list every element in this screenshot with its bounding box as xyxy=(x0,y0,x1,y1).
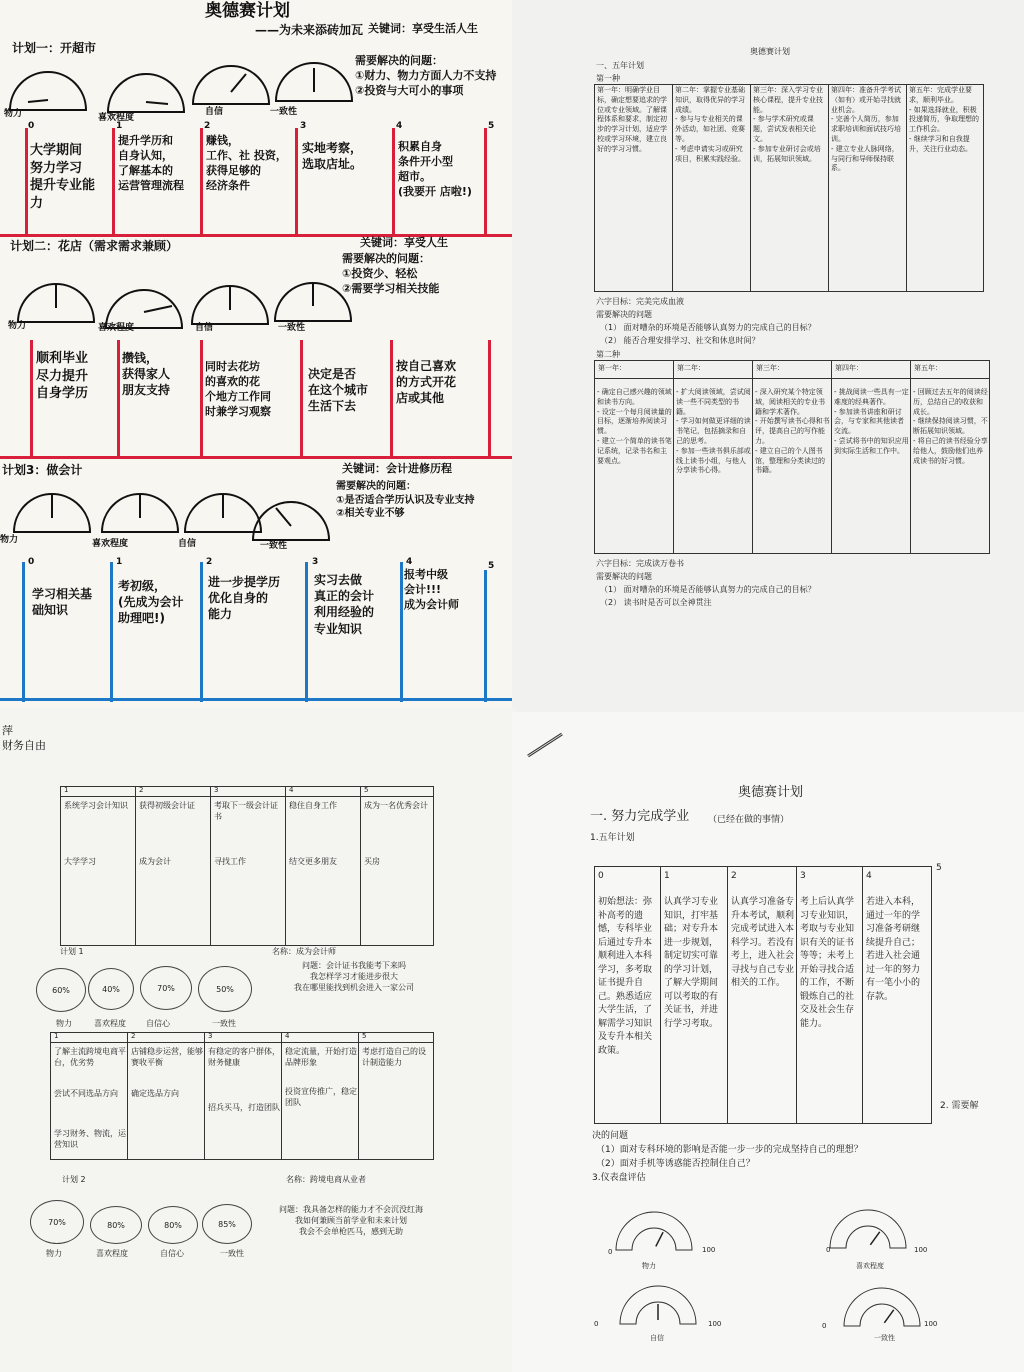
plan3-problems: 需要解决的问题： ①是否适合学历认识及专业支持 ②相关专业不够 xyxy=(336,481,475,519)
table-cell: - 回顾过去五年的阅读经历，总结自己的收获和成长。 - 继续保持阅读习惯，不断拓展知识领域。 - 将自己的读书经验分享给他人，鼓励他们也养成读书的好习惯。 xyxy=(913,388,988,465)
timeline-mark xyxy=(300,340,303,456)
table-cell: 稳定流量，开始打造品牌形象 xyxy=(285,1047,357,1068)
table-header: 第二年： xyxy=(677,364,705,372)
table-divider xyxy=(127,1032,128,1160)
table-divider xyxy=(672,84,673,292)
timeline-mark xyxy=(488,340,491,456)
gauge-label: 喜欢程度 xyxy=(856,1262,884,1270)
timeline-num: 3 xyxy=(312,557,319,567)
table-divider xyxy=(673,360,674,554)
table-divider xyxy=(360,786,361,946)
table-cell: 招兵买马，打造团队 xyxy=(208,1103,280,1112)
gauge-max: 100 xyxy=(924,1320,938,1328)
gauge-label: 物力 xyxy=(642,1262,656,1270)
rating-label: 喜欢程度 xyxy=(94,1019,126,1028)
rating-circle: 70% xyxy=(140,966,192,1010)
plan2-label: 计划二：花店（需求需求兼顾） xyxy=(10,239,179,253)
plan1-step: 提升学历和 自身认知， 了解基本的 运营管理流程 xyxy=(118,134,184,192)
timeline-num: 4 xyxy=(406,557,413,567)
gauge-max: 100 xyxy=(914,1246,928,1254)
timeline-mark xyxy=(484,570,487,702)
plan-problems: 问题：会计证书我能考下来吗 我怎样学习才能进步很大 我在哪里能找到机会进入一家公司 xyxy=(294,961,414,993)
plan2-gauge-label: 喜欢程度 xyxy=(98,323,135,333)
plan1-step: 大学期间 努力学习 提升专业能 力 xyxy=(30,143,96,211)
table-cell: 投资宣传推广，稳定团队 xyxy=(285,1087,357,1108)
timeline-mark xyxy=(305,562,308,702)
table-divider xyxy=(910,360,911,554)
question: （1）面对专科环境的影响是否能一步一步的完成坚持自己的理想？ xyxy=(596,1145,863,1155)
table-num: 4 xyxy=(285,1032,290,1040)
table-cell: 认真学习专业知识，打牢基础；对专升本进一步规划，制定切实可靠的学习计划，了解大学期间可以考取的有关证书，并进行学习考取。 xyxy=(664,897,719,1029)
plan1-problems: 需要解决的问题： ①财力、物力方面人力不支持 ②投资与大可小的事项 xyxy=(355,54,497,97)
corner-note: 萍 财务自由 xyxy=(2,724,46,752)
plan2-step: 按自己喜欢 的方式开花 店或其他 xyxy=(396,359,457,406)
table-divider xyxy=(828,84,829,292)
table-num: 4 xyxy=(289,786,294,794)
table-cell: - 确定自己感兴趣的领域和读书方向。 - 设定一个每月阅读量的目标，逐渐培养阅读习惯。 - 建立一个简单的读书笔记系统，记录书名和主要观点。 xyxy=(597,388,672,465)
timeline-num: 0 xyxy=(28,557,35,567)
table-cell: 第一年：明确学业目标，确定想要追求的学位或专业领域。了解课程体系和要求，制定初步的学习计划，适应学校或学习环境，建立良好的学习习惯。 xyxy=(597,86,667,153)
question: （1） 面对嘈杂的环境是否能够认真努力的完成自己的目标？ xyxy=(600,323,816,332)
gauge-max: 100 xyxy=(702,1246,716,1254)
rating-label: 物力 xyxy=(46,1249,62,1258)
plan2-keyword: 关键词：享受人生 xyxy=(360,236,448,249)
table-divider xyxy=(50,1042,434,1043)
study-plan-sheet xyxy=(512,712,1024,1372)
table-divider xyxy=(752,360,753,554)
sheet-title: 奥德赛计划 xyxy=(205,1,290,21)
plan3-step: 考初级， (先成为会计 助理吧!) xyxy=(118,579,184,626)
plan2-step: 决定是否 在这个城市 生活下去 xyxy=(308,367,369,414)
table-cell: 结交更多朋友 xyxy=(289,857,337,866)
sheet-title: 奥德赛计划 xyxy=(738,785,804,800)
section-heading: 一、五年计划 xyxy=(596,61,644,70)
plan2-step: 攒钱， 获得家人 朋友支持 xyxy=(122,351,171,398)
table-cell: 考取下一级会计证书 xyxy=(214,801,278,822)
gauge-needle xyxy=(870,1232,879,1245)
timeline-mark xyxy=(110,562,113,702)
table-cell: 认真学习准备专升本考试，顺利完成考试进入本科学习。若没有考上，进入社会寻找与自己专业相关的工作。 xyxy=(731,897,795,988)
plan2-step: 同时去花坊 的喜欢的花 个地方工作同 时兼学习观察 xyxy=(205,360,271,418)
timeline-num: 3 xyxy=(300,121,307,131)
need-heading: 需要解决的问题 xyxy=(596,572,652,581)
table-cell: 了解主流跨境电商平台，优劣势 xyxy=(54,1047,126,1068)
table-num: 3 xyxy=(214,786,219,794)
plan3-gauge-label: 自信 xyxy=(178,539,197,549)
table-divider xyxy=(831,360,832,554)
rating-circle: 80% xyxy=(90,1206,142,1244)
table-cell: 尝试不同选品方向 xyxy=(54,1089,118,1098)
plan1-gauge-label: 喜欢程度 xyxy=(98,113,135,123)
plan2-gauge-label: 一致性 xyxy=(278,323,306,333)
table-cell: 第二年：掌握专业基础知识，取得优异的学习成绩。 - 参与与专业相关的课外活动，如社团、竞赛等。 - 考虑申请实习或研究项目，积累实践经验。 xyxy=(675,86,745,163)
table-num: 2 xyxy=(731,871,737,881)
table-num: 5 xyxy=(362,1032,367,1040)
plan1-keyword: 关键词：享受生活人生 xyxy=(368,22,478,35)
rating-label: 自信心 xyxy=(146,1019,170,1028)
table-cell: 确定选品方向 xyxy=(131,1089,179,1098)
table-cell: 买房 xyxy=(364,857,380,866)
plan3-step: 实习去做 真正的会计 利用经验的 专业知识 xyxy=(314,573,375,636)
timeline-mark xyxy=(200,128,203,236)
subsection-heading: 3.仪表盘评估 xyxy=(592,1173,646,1183)
table-divider xyxy=(750,84,751,292)
gauge-needle xyxy=(656,1232,663,1246)
plan2-gauge-label: 物力 xyxy=(8,321,27,331)
timeline-num: 0 xyxy=(28,121,35,131)
timeline-mark xyxy=(392,128,395,236)
timeline-mark xyxy=(112,128,115,236)
table-header: 第三年： xyxy=(756,364,784,372)
plan2-problems: 需要解决的问题： ①投资少、轻松 ②需要学习相关技能 xyxy=(342,252,440,295)
table-cell: 第五年：完成学业要求，顺利毕业。 - 如果选择就业，积极投递简历，争取理想的工作机会。 - 继续学习和自我提升，关注行业动态。 xyxy=(909,86,979,153)
rating-label: 一致性 xyxy=(212,1019,236,1028)
handwritten-plan-sheet xyxy=(0,0,516,708)
need-heading-cont: 决的问题 xyxy=(592,1131,629,1141)
table-divider xyxy=(60,796,434,797)
gauge-label: 自信 xyxy=(650,1334,664,1342)
timeline-mark xyxy=(390,340,393,456)
table-divider xyxy=(285,786,286,946)
timeline-mark xyxy=(25,128,28,236)
plan-label: 计划 2 xyxy=(62,1175,86,1184)
plan1-gauge-label: 物力 xyxy=(4,109,23,119)
goal-text: 六字目标：完美完成血液 xyxy=(596,297,684,306)
timeline-num: 5 xyxy=(488,561,495,571)
table-header: 第一年： xyxy=(598,364,626,372)
table-cell: 大学学习 xyxy=(64,857,96,866)
timeline-num: 1 xyxy=(116,121,123,131)
plan3-gauge-label: 一致性 xyxy=(260,541,288,551)
plan-name: 名称：成为会计师 xyxy=(272,947,336,956)
table-cell: 获得初级会计证 xyxy=(139,801,195,810)
table-cell: 店铺稳步运营，能够赛收平衡 xyxy=(131,1047,203,1068)
rating-circle: 85% xyxy=(202,1204,252,1244)
question: （2） 读书时是否可以全神贯注 xyxy=(600,598,712,607)
table-cell: 成为会计 xyxy=(139,857,171,866)
table-cell: 有稳定的客户群体，财务健康 xyxy=(208,1047,280,1068)
plan1-label: 计划一：开超市 xyxy=(12,41,97,55)
table-cell: 第四年：准备升学考试（如有）或开始寻找就业机会。 - 完善个人简历，参加求职培训和面试技巧培训。 - 建立专业人脉网络，与同行和导师保持联系。 xyxy=(831,86,901,173)
table-divider xyxy=(281,1032,282,1160)
goal-text: 六字目标：完成读万卷书 xyxy=(596,559,684,568)
gauge-label: 一致性 xyxy=(874,1334,895,1342)
table-cell: - 深入研究某个特定领域，阅读相关的专业书籍和学术著作。 - 开始撰写读书心得和书评，提高自己的写作能力。 - 建立自己的个人图书馆，整理和分类读过的书籍。 xyxy=(755,388,830,475)
question: （2）面对手机等诱惑能否控制住自己？ xyxy=(596,1159,755,1169)
table-num: 0 xyxy=(598,871,604,881)
plan3-gauge-label: 喜欢程度 xyxy=(92,539,129,549)
plan1-gauge-label: 一致性 xyxy=(270,107,298,117)
plan1-step: 实地考察， 选取店址。 xyxy=(302,141,363,172)
table-divider xyxy=(210,786,211,946)
timeline-axis xyxy=(0,456,516,459)
section-heading: 一. 努力完成学业 xyxy=(590,809,690,824)
gauge-panel xyxy=(512,712,1024,1372)
rating-label: 物力 xyxy=(56,1019,72,1028)
sheet-title: 奥德赛计划 xyxy=(750,47,790,56)
table-cell: 考上后认真学习专业知识，考取与专业知识有关的证书等等；未考上开始寻找合适的工作，不断锻炼自己的社交及社会生存能力。 xyxy=(800,897,855,1029)
table-num: 4 xyxy=(866,871,872,881)
table-divider xyxy=(135,786,136,946)
table-divider xyxy=(594,378,990,379)
section-note: （已经在做的事情） xyxy=(708,815,790,825)
table-divider xyxy=(906,84,907,292)
question: （1） 面对嘈杂的环境是否能够认真努力的完成自己的目标？ xyxy=(600,585,816,594)
timeline-mark xyxy=(30,340,33,456)
rating-circle: 70% xyxy=(30,1200,84,1244)
plan3-step: 学习相关基 础知识 xyxy=(32,587,93,618)
plan-name: 名称：跨境电商从业者 xyxy=(286,1175,366,1184)
rating-circle: 80% xyxy=(148,1206,198,1244)
table-num: 1 xyxy=(54,1032,59,1040)
variant-label: 第二种 xyxy=(596,350,620,359)
gauge-needle xyxy=(884,1310,893,1323)
table-divider xyxy=(204,1032,205,1160)
timeline-num: 1 xyxy=(116,557,123,567)
table-cell: 第三年：深入学习专业核心课程，提升专业技能。 - 参与学术研究或课题，尝试发表相关论文。 - 参加专业研讨会或培训，拓展知识领域。 xyxy=(753,86,823,163)
table-num: 2 xyxy=(131,1032,136,1040)
timeline-mark xyxy=(400,562,403,702)
table-num: 5 xyxy=(364,786,369,794)
table-cell: 若进入本科，通过一年的学习准备考研继续提升自己；若进入社会通过一年的努力有一笔小小的存款。 xyxy=(866,897,921,1002)
table-num: 1 xyxy=(664,871,670,881)
timeline-num: 2 xyxy=(206,557,213,567)
table-cell: 考虑打造自己的设计制造能力 xyxy=(362,1047,426,1068)
plan3-label: 计划3：做会计 xyxy=(2,463,83,477)
table-cell: - 扩大阅读领域，尝试阅读一些不同类型的书籍。 - 学习如何做更详细的读书笔记，包括摘录和自己的思考。 - 参加一些读书俱乐部或线上读书小组，与他人分享读书心得。 xyxy=(676,388,751,475)
plan2-gauge-label: 自信 xyxy=(195,323,214,333)
timeline-mark xyxy=(200,340,203,456)
question: （2） 能否合理安排学习、社交和休息时间？ xyxy=(600,336,760,345)
table-num: 1 xyxy=(64,786,69,794)
career-plan-sheet xyxy=(0,708,516,1372)
rating-label: 一致性 xyxy=(220,1249,244,1258)
rating-label: 自信心 xyxy=(160,1249,184,1258)
timeline-mark xyxy=(484,128,487,236)
rating-circle: 50% xyxy=(198,966,252,1012)
rating-circle: 40% xyxy=(88,968,134,1010)
timeline-mark xyxy=(295,128,298,236)
plan3-step: 进一步提学历 优化自身的 能力 xyxy=(208,575,281,622)
table-header: 第五年： xyxy=(914,364,942,372)
timeline-axis xyxy=(0,698,516,701)
table-num: 5 xyxy=(936,863,942,873)
table-num: 2 xyxy=(139,786,144,794)
table-cell: 寻找工作 xyxy=(214,857,246,866)
plan2-step: 顺利毕业 尽力提升 自身学历 xyxy=(36,351,89,402)
variant-label: 第一种 xyxy=(596,74,620,83)
table-cell: 初始想法：弥补高考的遗憾，专科毕业后通过专升本顺利进入本科学习，多考取证书提升自己。熟悉适应大学生活，了解需学习知识及专升本相关政策。 xyxy=(598,897,653,1056)
table-header: 第四年： xyxy=(835,364,863,372)
need-heading: 需要解决的问题 xyxy=(596,310,652,319)
plan3-step: 报考中级 会计!!! 成为会计师 xyxy=(404,568,459,611)
rating-label: 喜欢程度 xyxy=(96,1249,128,1258)
timeline-num: 5 xyxy=(488,121,495,131)
plan1-step: 赚钱， 工作、社 投资， 获得足够的 经济条件 xyxy=(206,134,287,192)
timeline-mark xyxy=(22,562,25,702)
plan3-gauge-label: 物力 xyxy=(0,535,19,545)
plan1-step: 积累自身 条件开小型 超市。 (我要开 店啦!) xyxy=(398,140,472,198)
table-cell: 系统学习会计知识 xyxy=(64,801,128,810)
table-num: 3 xyxy=(800,871,806,881)
plan-problems: 问题：我具备怎样的能力才不会沉没红海 我如何兼顾当前学业和未来计划 我会不会单枪匹马，感到无助 xyxy=(279,1205,423,1237)
table-cell: 学习财务、物流，运营知识 xyxy=(54,1129,126,1150)
table-num: 3 xyxy=(208,1032,213,1040)
table-cell: 稳住自身工作 xyxy=(289,801,337,810)
rating-circle: 60% xyxy=(36,968,86,1012)
table-cell: 成为一名优秀会计 xyxy=(364,801,428,810)
table-divider xyxy=(358,1032,359,1160)
gauge-min: 0 xyxy=(608,1248,613,1256)
timeline-num: 4 xyxy=(396,121,403,131)
timeline-mark xyxy=(200,562,203,702)
plan3-keyword: 关键词：会计进修历程 xyxy=(342,462,452,475)
plan-label: 计划 1 xyxy=(60,947,84,956)
timeline-num: 2 xyxy=(204,121,211,131)
timeline-mark xyxy=(117,340,120,456)
plan1-gauge-label: 自信 xyxy=(205,107,224,117)
sheet-subtitle: ——为未来添砖加瓦 xyxy=(255,23,364,37)
subsection-heading: 1.五年计划 xyxy=(590,833,635,843)
gauge-min: 0 xyxy=(822,1322,827,1330)
printed-plan-sheet xyxy=(512,0,1024,712)
table-cell: - 挑战阅读一些具有一定难度的经典著作。 - 参加读书讲座和研讨会，与专家和其他读者交流。 - 尝试将书中的知识应用到实际生活和工作中。 xyxy=(834,388,909,455)
gauge-max: 100 xyxy=(708,1320,722,1328)
need-heading: 2. 需要解 xyxy=(940,1101,979,1111)
gauge-min: 0 xyxy=(594,1320,599,1328)
gauge-min: 0 xyxy=(826,1246,831,1254)
